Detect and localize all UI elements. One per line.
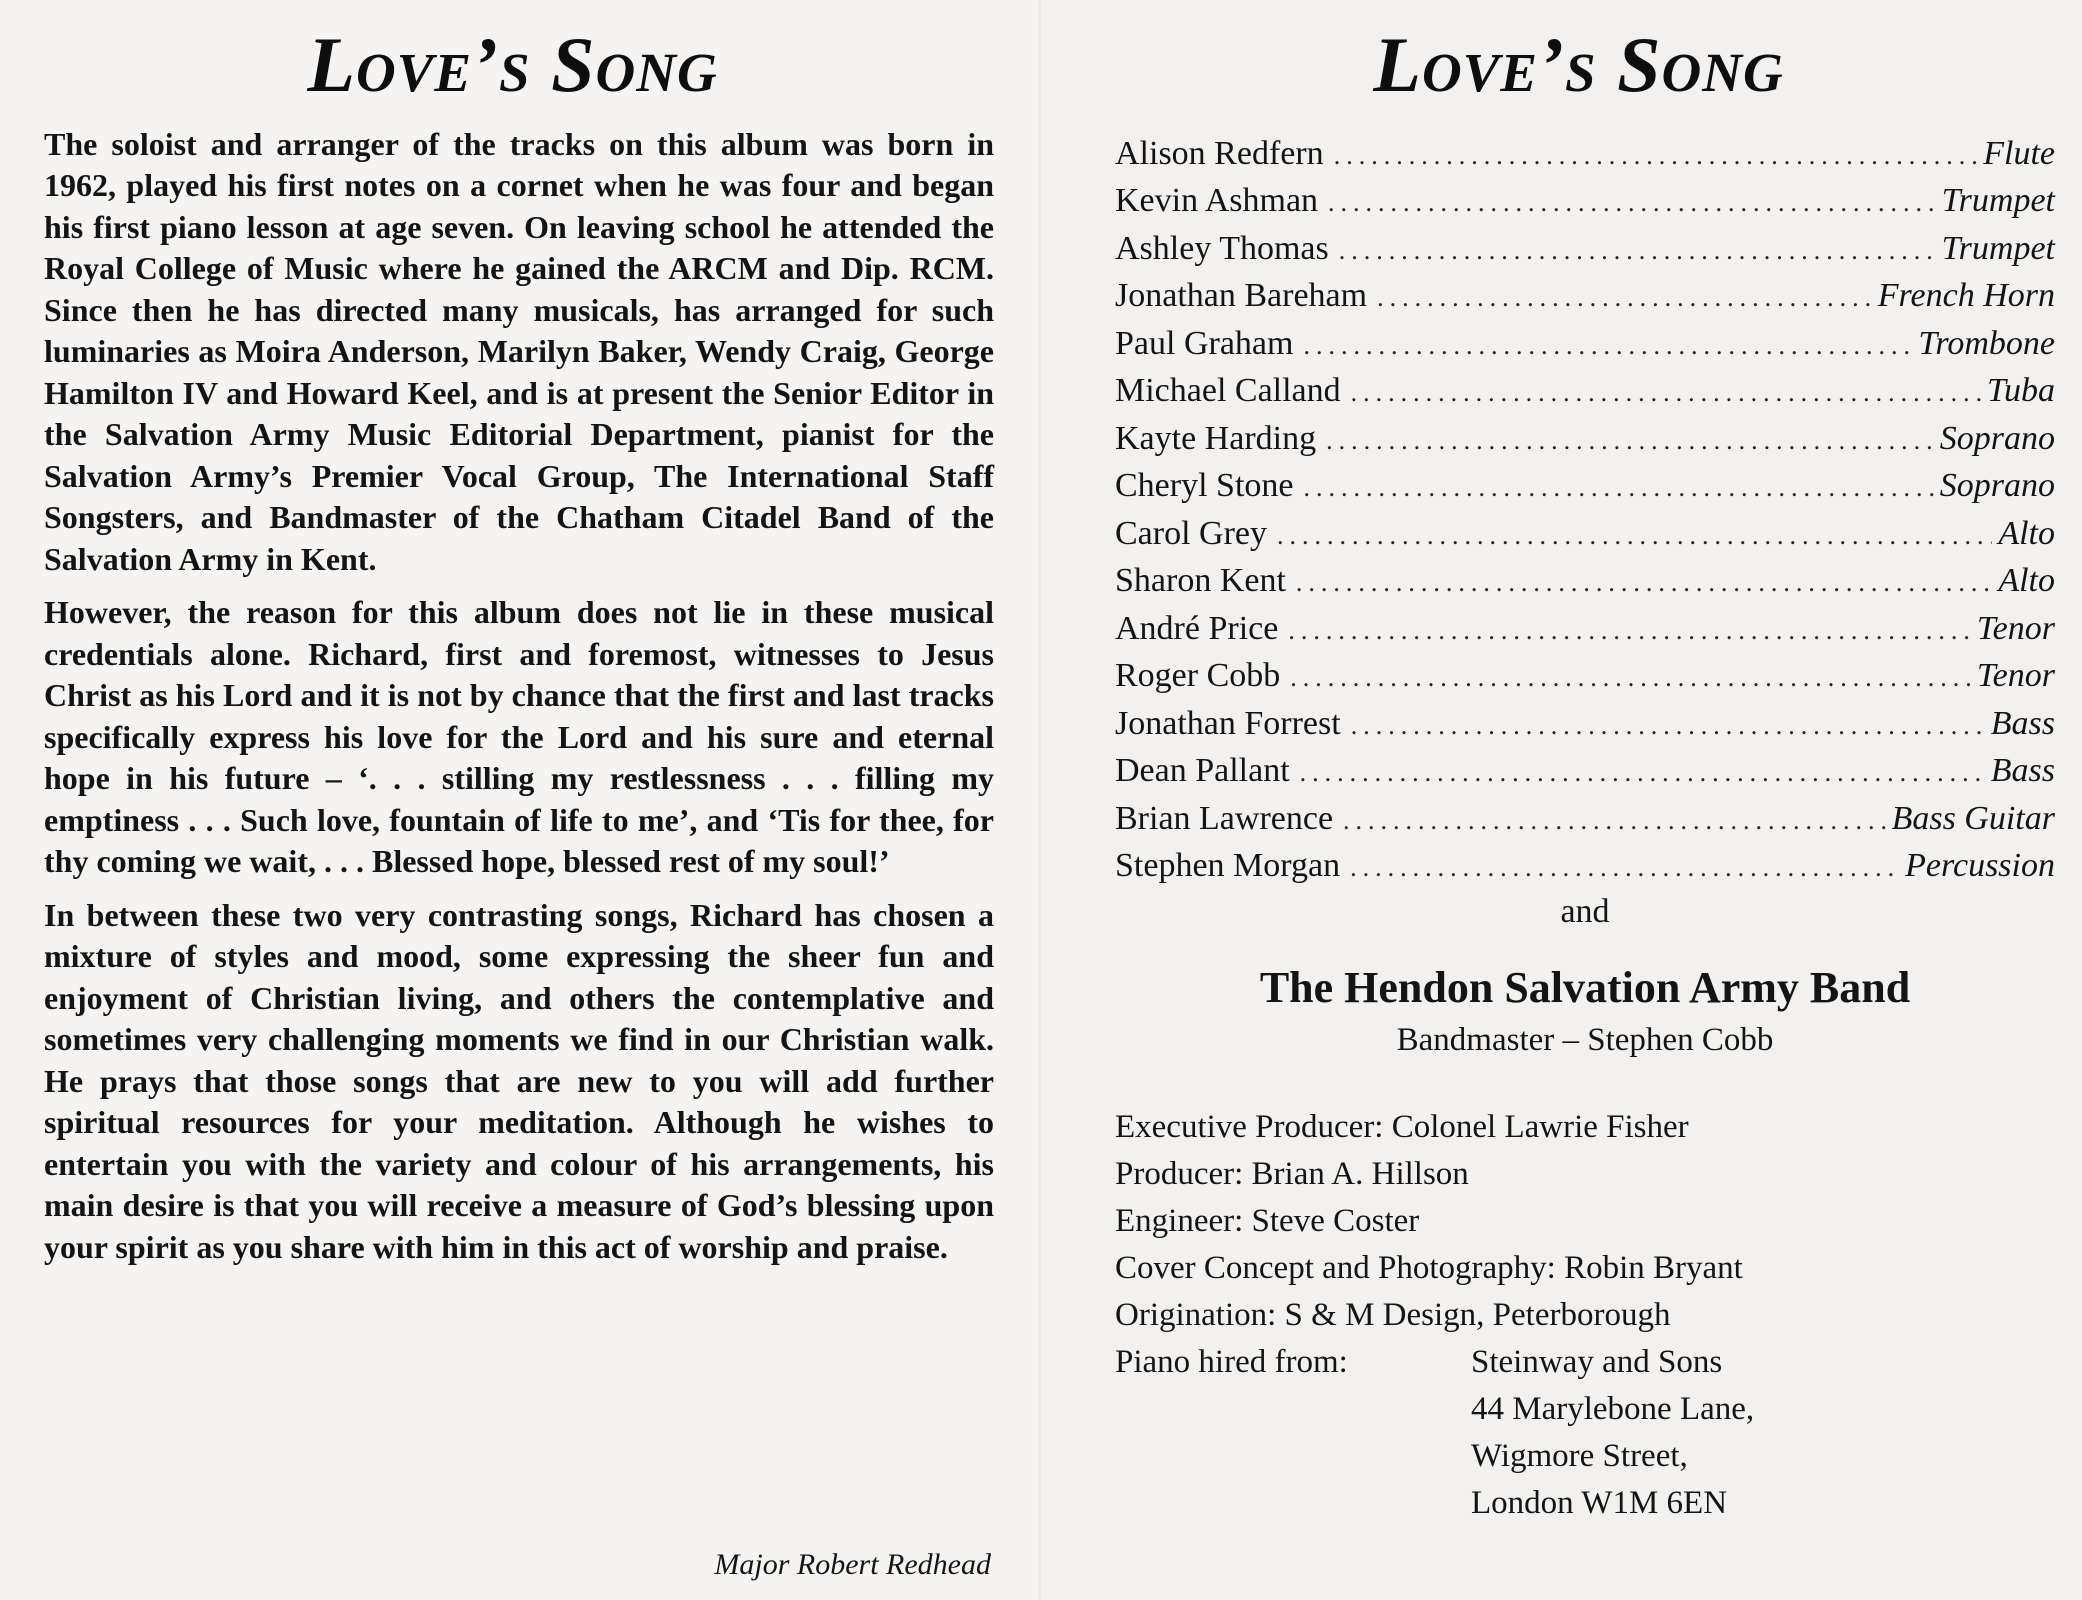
musician-name: Alison Redfern <box>1115 134 1324 172</box>
leader-dots <box>1300 749 1985 797</box>
roster-row <box>1115 462 2055 510</box>
roster-row <box>1115 605 2055 653</box>
leader-dots <box>1288 607 1971 655</box>
musician-instrument: Trumpet <box>1941 182 2055 220</box>
roster-row <box>1115 415 2055 463</box>
roster-row <box>1115 177 2055 225</box>
musician-name: Jonathan Bareham <box>1115 277 1368 315</box>
musician-name: Kayte Harding <box>1115 419 1317 457</box>
address-line: London W1M 6EN <box>1471 1484 1728 1521</box>
musician-name: Kevin Ashman <box>1115 182 1319 220</box>
musician-instrument: Bass <box>1990 704 2055 742</box>
musician-instrument: Percussion <box>1905 847 2055 885</box>
piano-credit <box>1115 1339 2082 1527</box>
musician-name: Carol Grey <box>1115 514 1268 552</box>
roster-row <box>1115 747 2055 795</box>
musician-instrument: Soprano <box>1939 419 2055 457</box>
musician-name: Brian Lawrence <box>1115 799 1334 837</box>
leader-dots <box>1350 844 1899 892</box>
musician-name: Dean Pallant <box>1115 752 1290 790</box>
leader-dots <box>1343 797 1886 845</box>
liner-paragraph-1: The soloist and arranger of the tracks on this album was born in 1962, played his first notes on a cornet when he was four and began his first piano lesson at age seven. On leaving school he attended the Royal College of Music where he gained the ARCM and Dip. RCM. Since then he has directed many musicals, has arranged for such luminaries as Moira Anderson, Marilyn Baker, Wendy Craig, George Hamilton IV and Howard Keel, and is at present the Senior Editor in the Salvation Army Music Editorial Department, pianist for the Salvation Army’s Premier Vocal Group, The International Staff Songsters, and Bandmaster of the Chatham Citadel Band of the Salvation Army in Kent. <box>44 125 994 577</box>
credit-producer: Producer: Brian A. Hillson <box>1115 1155 1469 1192</box>
leader-dots <box>1290 654 1971 702</box>
musician-name: Ashley Thomas <box>1115 229 1329 267</box>
address-line: Wigmore Street, <box>1471 1437 1688 1474</box>
musician-instrument: French Horn <box>1877 277 2055 315</box>
credit-engineer: Engineer: Steve Coster <box>1115 1202 1420 1239</box>
right-page-title: Love’s Song <box>1373 21 1784 108</box>
leader-dots <box>1339 227 1936 275</box>
musician-instrument: Flute <box>1983 134 2055 172</box>
leader-dots <box>1328 179 1936 227</box>
musician-name: Cheryl Stone <box>1115 467 1294 505</box>
roster-row <box>1115 510 2055 558</box>
leader-dots <box>1334 132 1978 180</box>
musician-roster <box>1115 130 2055 890</box>
leader-dots <box>1377 274 1872 322</box>
roster-row <box>1115 557 2055 605</box>
piano-label: Piano hired from: <box>1115 1343 1348 1380</box>
musician-instrument: Tenor <box>1976 609 2055 647</box>
leader-dots <box>1277 512 1992 560</box>
credit-origination: Origination: S & M Design, Peterborough <box>1115 1296 1671 1333</box>
musician-instrument: Bass Guitar <box>1891 799 2055 837</box>
musician-name: André Price <box>1115 609 1279 647</box>
leader-dots <box>1303 322 1912 370</box>
liner-notes <box>44 124 994 1269</box>
liner-paragraph-3: In between these two very contrasting songs, Richard has chosen a mixture of styles and mood, some expressing the sheer fun and enjoyment of Christian living, and others the contemplative and sometimes very challenging moments we find in our Christian walk. He prays that those songs that are new to you will add further spiritual resources for your meditation. Although he wishes to entertain you with the variety and colour of his arrangements, his main desire is that you will receive a measure of God’s blessing upon your spirit as you share with him in this act of worship and praise. <box>44 896 994 1265</box>
musician-instrument: Bass <box>1990 752 2055 790</box>
leader-dots <box>1351 702 1985 750</box>
musician-instrument: Trumpet <box>1941 229 2055 267</box>
roster-row <box>1115 652 2055 700</box>
roster-row <box>1115 320 2055 368</box>
author-signature: Major Robert Redhead <box>714 1548 991 1581</box>
leader-dots <box>1303 464 1933 512</box>
musician-instrument: Trombone <box>1918 324 2055 362</box>
piano-address <box>1471 1339 1754 1527</box>
leader-dots <box>1326 417 1934 465</box>
musician-name: Stephen Morgan <box>1115 847 1341 885</box>
address-line: Steinway and Sons <box>1471 1343 1723 1380</box>
leader-dots <box>1351 369 1981 417</box>
musician-name: Paul Graham <box>1115 324 1294 362</box>
and-connector: and <box>1560 892 1610 930</box>
credit-executive-producer: Executive Producer: Colonel Lawrie Fisher <box>1115 1108 1689 1145</box>
musician-instrument: Tenor <box>1976 657 2055 695</box>
musician-instrument: Soprano <box>1939 467 2055 505</box>
liner-paragraph-2: However, the reason for this album does not lie in these musical credentials alone. Richard, first and foremost, witnesses to Jesus Christ as his Lord and it is not by chance that the first and last tracks specifically express his love for the Lord and his sure and eternal hope in his future – ‘. . . stilling my restlessness . . . filling my emptiness . . . Such love, fountain of life to me’, and ‘Tis for thee, for thy coming we wait, . . . Blessed hope, blessed rest of my soul!’ <box>44 594 994 880</box>
right-page <box>1041 0 2082 1600</box>
credit-cover: Cover Concept and Photography: Robin Bryant <box>1115 1249 1743 1286</box>
roster-row <box>1115 700 2055 748</box>
roster-row <box>1115 130 2055 178</box>
roster-row <box>1115 842 2055 890</box>
musician-instrument: Alto <box>1998 562 2055 600</box>
address-line: 44 Marylebone Lane, <box>1471 1390 1755 1427</box>
roster-row <box>1115 272 2055 320</box>
musician-instrument: Tuba <box>1986 372 2055 410</box>
production-credits <box>1115 1104 2082 1527</box>
musician-name: Michael Calland <box>1115 372 1341 410</box>
musician-name: Jonathan Forrest <box>1115 704 1341 742</box>
bandmaster-credit: Bandmaster – Stephen Cobb <box>1396 1021 1774 1058</box>
musician-instrument: Alto <box>1998 514 2055 552</box>
band-name: The Hendon Salvation Army Band <box>1259 962 1911 1012</box>
musician-name: Sharon Kent <box>1115 562 1286 600</box>
roster-row <box>1115 225 2055 273</box>
musician-name: Roger Cobb <box>1115 657 1281 695</box>
leader-dots <box>1296 559 1992 607</box>
left-page-title: Love’s Song <box>307 21 718 108</box>
roster-row <box>1115 367 2055 415</box>
roster-row <box>1115 795 2055 843</box>
